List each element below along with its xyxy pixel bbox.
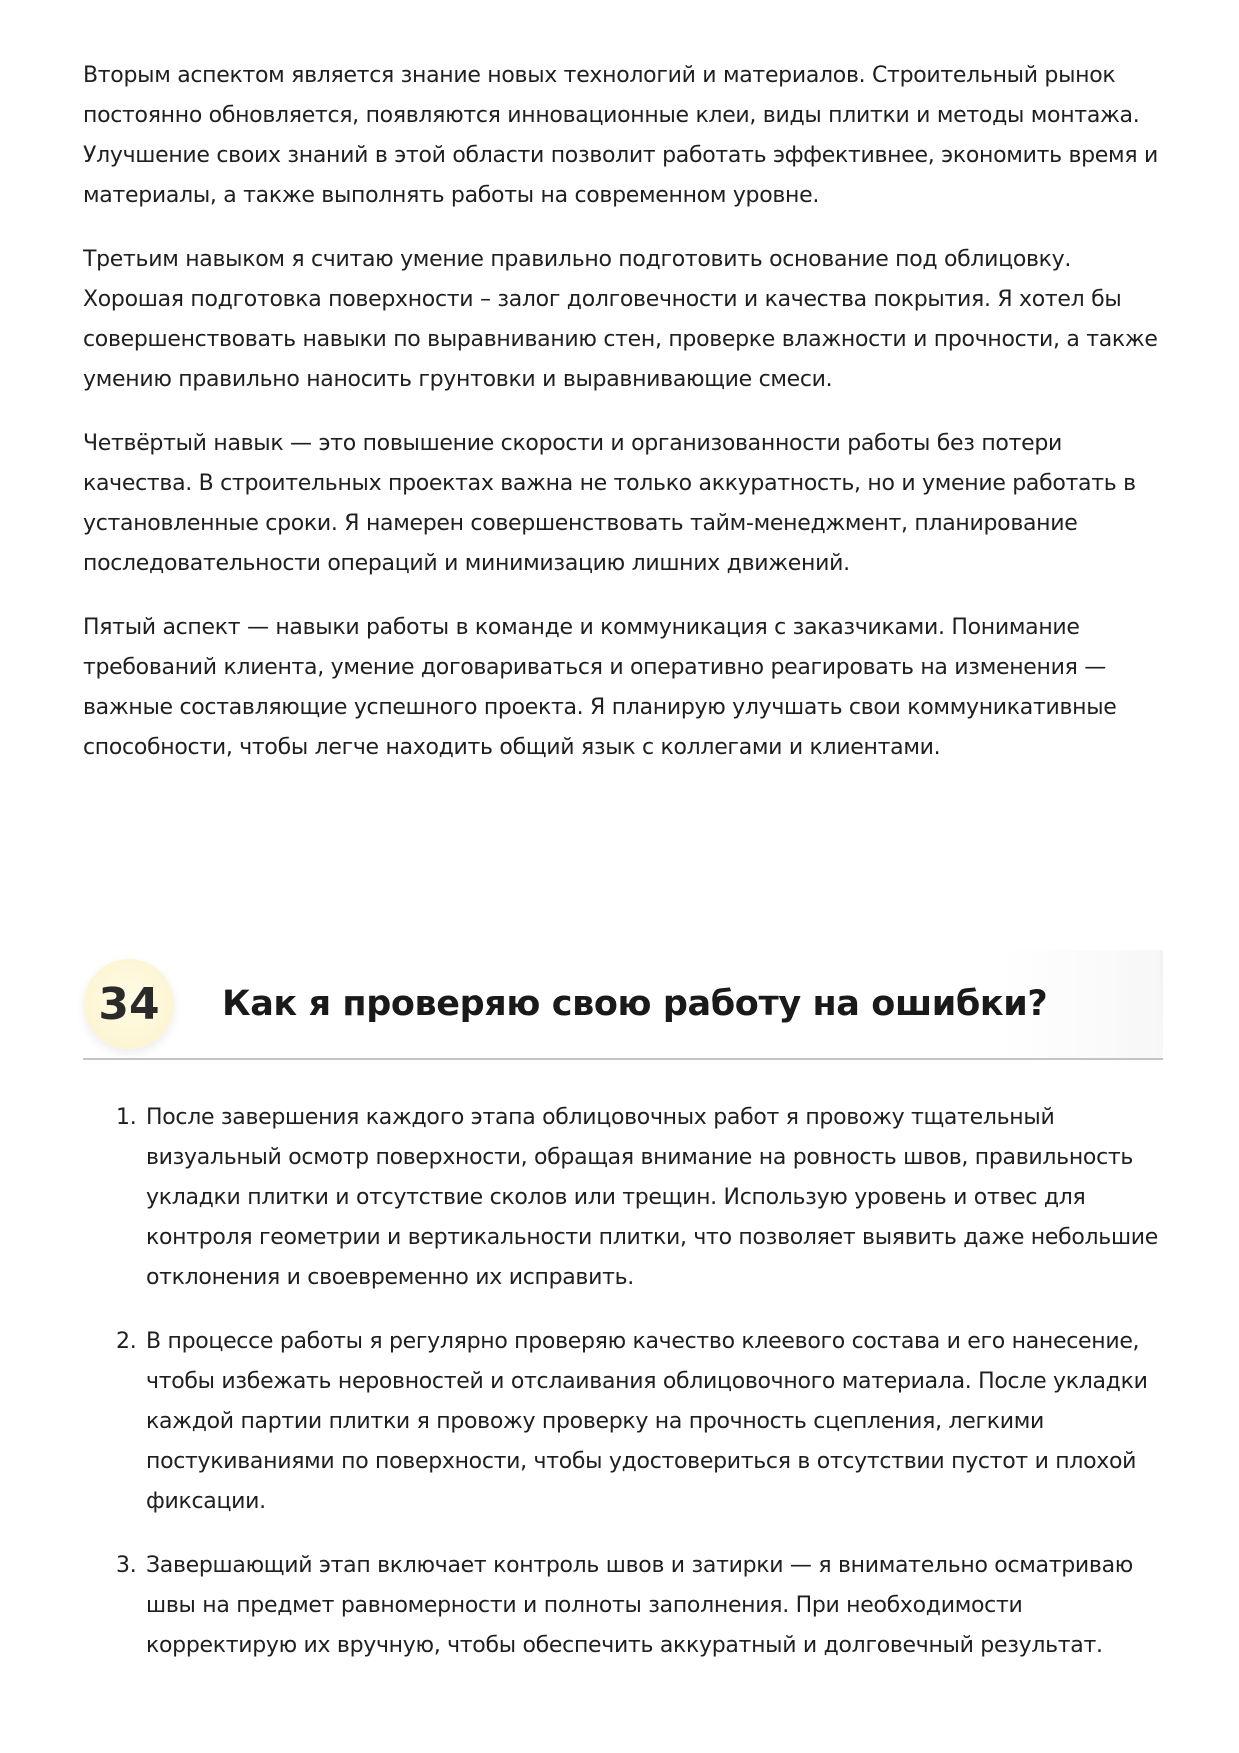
section-spacer (83, 792, 1163, 950)
error-check-list (83, 1098, 1163, 1666)
paragraph-speed-organization: Четвёртый навык — это повышение скорости и организованности работы без потери качества. В строительных проектах важна не только аккуратность, но и умение работать в установленные сроки. Я намерен совершенствовать тайм-менеджмент, планирование последовательности операций и минимизацию лишних движений. (83, 431, 1136, 576)
list-item (83, 1546, 1163, 1666)
list-item-text: Завершающий этап включает контроль швов и затирки — я внимательно осматриваю швы на предмет равномерности и полноты заполнения. При необходимости корректирую их вручную, чтобы обеспечить аккуратный и долговечный результат. (146, 1553, 1133, 1658)
paragraph-teamwork-communication: Пятый аспект — навыки работы в команде и коммуникация с заказчиками. Понимание требований клиента, умение договариваться и оперативно реагировать на изменения — важные составляющие успешного проекта. Я планирую улучшать свои коммуникативные способности, чтобы легче находить общий язык с коллегами и клиентами. (83, 615, 1117, 760)
paragraph-surface-preparation: Третьим навыком я считаю умение правильно подготовить основание под облицовку. Хорошая подготовка поверхности – залог долговечности и качества покрытия. Я хотел бы совершенствовать навыки по выравниванию стен, проверке влажности и прочности, а также умению правильно наносить грунтовки и выравнивающие смеси. (83, 247, 1158, 392)
paragraph-technologies: Вторым аспектом является знание новых технологий и материалов. Строительный рынок постоянно обновляется, появляются инновационные клеи, виды плитки и методы монтажа. Улучшение своих знаний в этой области позволит работать эффективнее, экономить время и материалы, а также выполнять работы на современном уровне. (83, 63, 1158, 208)
section-header (83, 950, 1163, 1060)
section-title: Как я проверяю свою работу на ошибки? (222, 984, 1048, 1024)
list-item-number: 1. (116, 1105, 137, 1130)
list-item (83, 1098, 1163, 1298)
document-page (83, 56, 1163, 1690)
list-item-number: 2. (116, 1329, 137, 1354)
list-item-text: В процессе работы я регулярно проверяю качество клеевого состава и его нанесение, чтобы избежать неровностей и отслаивания облицовочного материала. После укладки каждой партии плитки я провожу проверку на прочность сцепления, легкими постукиваниями по поверхности, чтобы удостовериться в отсутствии пустот и плохой фиксации. (146, 1329, 1148, 1514)
list-item-number: 3. (116, 1553, 137, 1578)
list-item-text: После завершения каждого этапа облицовочных работ я провожу тщательный визуальный осмотр поверхности, обращая внимание на ровность швов, правильность укладки плитки и отсутствие сколов или трещин. Использую уровень и отвес для контроля геометрии и вертикальности плитки, что позволяет выявить даже небольшие отклонения и своевременно их исправить. (146, 1105, 1159, 1290)
section-number-badge: 34 (84, 959, 174, 1049)
list-item (83, 1322, 1163, 1522)
